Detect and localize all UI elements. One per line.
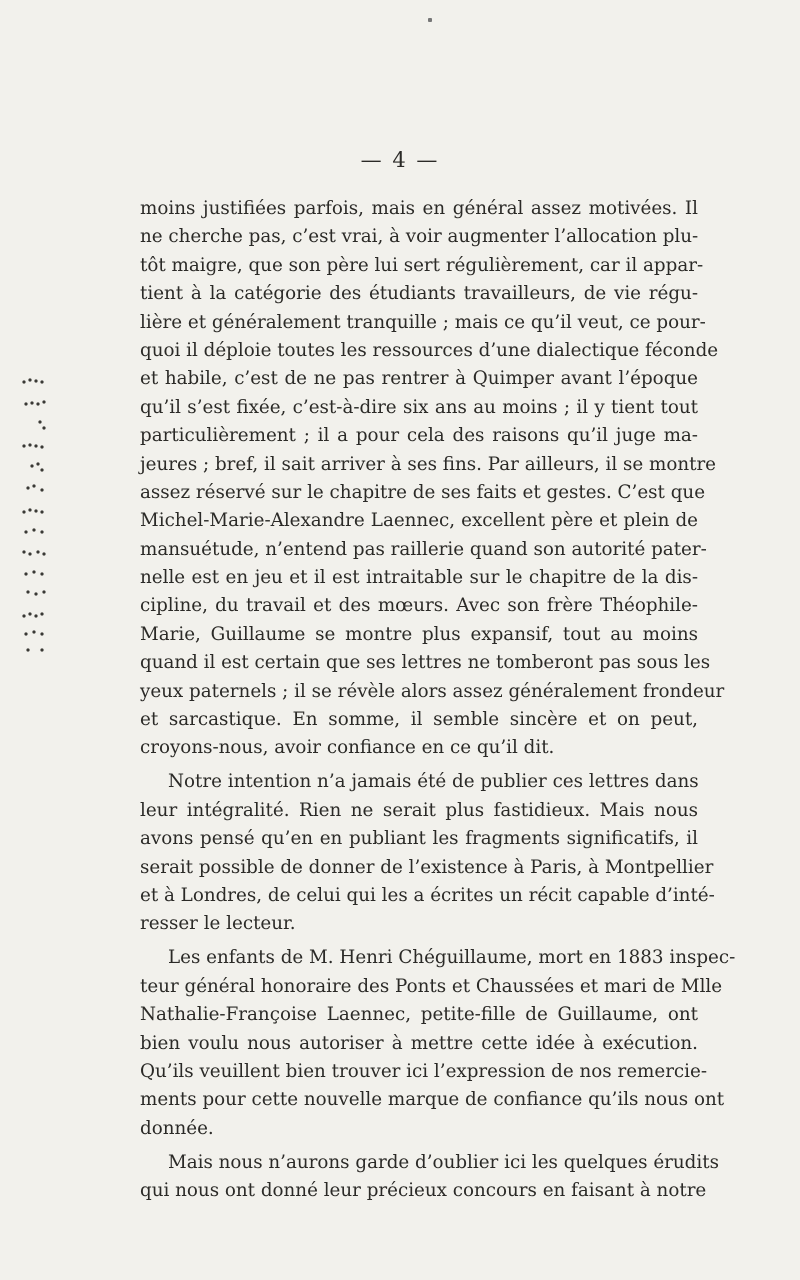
text-line: Mais nous n’aurons garde d’oublier ici les quelques érudits — [168, 1151, 719, 1173]
text-line: et à Londres, de celui qui les a écrites un récit capable d’inté- — [140, 884, 715, 906]
text-line: qu’il s’est fixée, c’est-à-dire six ans au moins ; il y tient tout — [140, 396, 698, 418]
paragraph — [140, 1149, 719, 1206]
margin-ornament — [20, 376, 62, 662]
paragraph — [140, 195, 725, 763]
text-line: jeures ; bref, il sait arriver à ses fins. Par ailleurs, il se montre — [140, 453, 717, 475]
text-line: assez réservé sur le chapitre de ses faits et gestes. C’est que — [140, 481, 706, 503]
paragraph — [140, 768, 715, 938]
text-line: tient à la catégorie des étudiants travailleurs, de vie régu- — [140, 283, 698, 305]
text-line: serait possible de donner de l’existence à Paris, à Montpellier — [140, 856, 714, 878]
text-line: Michel-Marie-Alexandre Laennec, excellent père et plein de — [140, 510, 698, 532]
text-line: quoi il déploie toutes les ressources d’une dialectique féconde — [140, 339, 719, 361]
margin-dot-pattern — [20, 376, 62, 656]
text-line: moins justifiées parfois, mais en général assez motivées. Il — [140, 198, 698, 219]
text-line: Marie, Guillaume se montre plus expansif, tout au moins — [140, 623, 698, 645]
text-line: Qu’ils veuillent bien trouver ici l’expression de nos remercie- — [140, 1060, 708, 1082]
text-line: donnée. — [140, 1117, 214, 1139]
text-line: tôt maigre, que son père lui sert régulièrement, car il appar- — [140, 254, 704, 276]
text-line: Les enfants de M. Henri Chéguillaume, mort en 1883 inspec- — [168, 947, 736, 969]
text-line: avons pensé qu’en en publiant les fragments significatifs, il — [140, 828, 698, 850]
text-line: ne cherche pas, c’est vrai, à voir augmenter l’allocation plu- — [140, 226, 699, 248]
page-number: — 4 — — [360, 148, 440, 172]
text-line: Nathalie-Françoise Laennec, petite-fille de Guillaume, ont — [140, 1004, 698, 1026]
text-line: cipline, du travail et des mœurs. Avec son frère Théophile- — [140, 595, 698, 617]
text-line: ments pour cette nouvelle marque de confiance qu’ils nous ont — [140, 1089, 725, 1111]
text-line: yeux paternels ; il se révèle alors assez généralement frondeur — [140, 680, 725, 702]
text-line: qui nous ont donné leur précieux concours en faisant à notre — [140, 1180, 707, 1202]
text-line: et habile, c’est de ne pas rentrer à Quimper avant l’époque — [140, 368, 698, 390]
text-line: mansuétude, n’entend pas raillerie quand son autorité pater- — [140, 538, 707, 560]
text-line: et sarcastique. En somme, il semble sincère et on peut, — [140, 709, 698, 731]
text-line: nelle est en jeu et il est intraitable sur le chapitre de la dis- — [140, 567, 698, 589]
text-line: lière et généralement tranquille ; mais ce qu’il veut, ce pour- — [140, 311, 706, 333]
text-line: Notre intention n’a jamais été de publier ces lettres dans — [168, 771, 699, 793]
text-line: teur général honoraire des Ponts et Chaussées et mari de Mlle — [140, 975, 723, 997]
body-text — [140, 195, 736, 1205]
text-line: quand il est certain que ses lettres ne tomberont pas sous les — [140, 652, 711, 674]
paragraph — [140, 944, 736, 1143]
text-line: croyons-nous, avoir confiance en ce qu’il dit. — [140, 737, 555, 759]
text-line: resser le lecteur. — [140, 913, 296, 935]
print-speck — [428, 18, 432, 22]
text-line: leur intégralité. Rien ne serait plus fastidieux. Mais nous — [140, 799, 698, 821]
text-line: bien voulu nous autoriser à mettre cette idée à exécution. — [140, 1032, 698, 1054]
text-line: particulièrement ; il a pour cela des raisons qu’il juge ma- — [140, 425, 698, 447]
